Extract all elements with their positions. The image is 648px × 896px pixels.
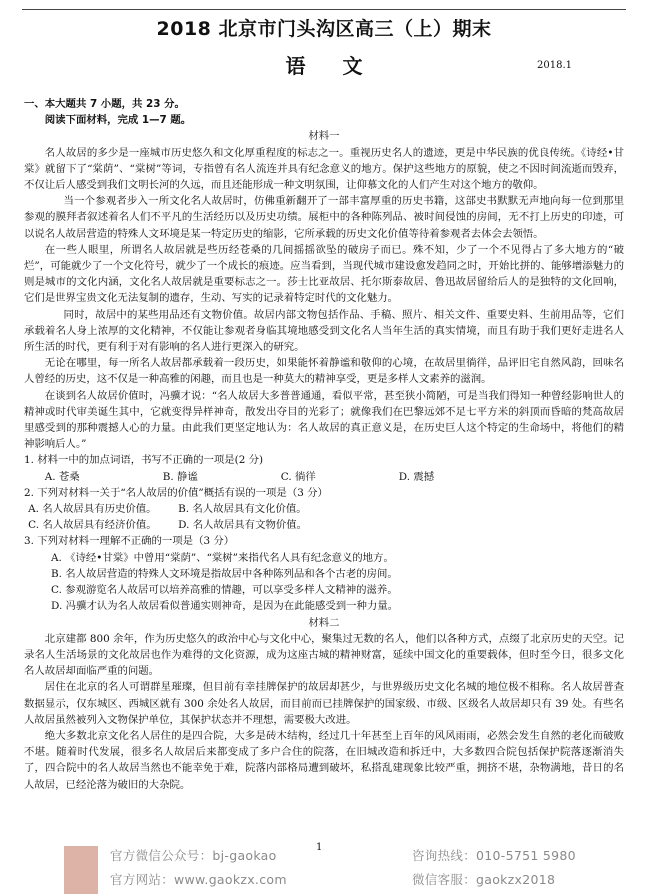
paragraph: 名人故居的多少是一座城市历史悠久和文化厚重程度的标志之一。重视历史名人的遗迹，更是中华民族的优良传统。《诗经•甘棠》就留下了“棠荫”、“棠树”等词，专指曾有名人流连并具有纪念意义的地方。保护这些地方的原貌，使之不因时间流逝而毁弃，不仅让后人感受到我们文明长河的久远，而且还能形成一种文明氛围，让仰慕文化的人们产生对这个地方的敬仰。: [24, 146, 624, 192]
section-heading: 一、本大题共 7 小题，共 23 分。: [24, 98, 185, 110]
question-stem: 2. 下列对材料一关于“名人故居的价值”概括有误的一项是（3 分）: [24, 486, 328, 499]
material-title: 材料一: [308, 130, 340, 143]
section-instruction: 阅读下面材料，完成 1—7 题。: [44, 114, 192, 127]
footer-logo: [64, 846, 98, 894]
option: C. 参观游览名人故居可以培养高雅的情趣，可以享受多样人文精神的滋养。: [51, 584, 398, 597]
option: D. 震撼: [398, 470, 435, 483]
option: B. 名人故居具有文化价值。: [178, 503, 307, 516]
page-number: 1: [316, 842, 323, 853]
option: D. 名人故居具有文物价值。: [178, 519, 308, 532]
option: D. 冯骥才认为名人故居看似普通实则神奇，是因为在此能感受到一种力量。: [51, 600, 399, 613]
subject-title: 语 文: [285, 54, 363, 78]
option: A. 《诗经•甘棠》中曾用“棠荫”、“棠树”来指代名人具有纪念意义的地方。: [51, 551, 394, 564]
paragraph: 在一些人眼里，所谓名人故居就是些历经苍桑的几间摇摇欲坠的破房子而已。殊不知，少了一个不见得占了多大地方的“破烂”，可能就少了一个文化符号，就少了一个成长的痕迹。应当看到，当现代城市建设愈发趋同之时，开始比拼的、能够增添魅力的则是城市的文化内涵，文化名人故居就是重要标志之一。莎士比亚故居、托尔斯泰故居、鲁迅故居留给后人的是独特的文化回响，它们是世界宝贵文化无法复制的遗存，生动、写实的记录着特定时代的文化魅力。: [24, 243, 624, 305]
footer-website: 官方网站：www.gaokzx.com: [110, 872, 287, 887]
exam-title: 2018 北京市门头沟区高三（上）期末: [156, 18, 492, 40]
question-stem: 3. 下列对材料一理解不正确的一项是（3 分）: [24, 535, 235, 548]
footer-wechat-service: 微信客服：gaokzx2018: [412, 872, 556, 887]
question-options: [24, 469, 624, 485]
option: A. 名人故居具有历史价值。: [28, 503, 157, 516]
option: B. 静谧: [162, 470, 198, 483]
paragraph: 同时，故居中的某些用品还有文物价值。故居内部文物包括作品、手稿、照片、相关文件、重要史料、生前用品等，它们承载着名人身上浓厚的文化精神，不仅能让参观者身临其境地感受到文化名人当年生活的真实情境，而且有助于我们更好走进名人所生活的时代，更有利于对有影响的名人进行更深入的研究。: [24, 308, 624, 354]
option: B. 名人故居营造的特殊人文环境是指故居中各种陈列品和各个古老的房间。: [51, 567, 398, 580]
exam-date: 2018.1: [537, 60, 572, 71]
footer-wechat-account: 官方微信公众号：bj-gaokao: [110, 848, 277, 863]
paragraph: 北京建都 800 余年，作为历史悠久的政治中心与文化中心，聚集过无数的名人，他们以各种方式，点缀了北京历史的天空。记录名人生活场景的文化故居也作为难得的文化资源，成为这座古城的精神财富，延续中国文化的重要载体，但时至今日，很多文化名人故居却面临严重的问题。: [24, 632, 624, 678]
header-rule: [22, 9, 626, 10]
option: A. 苍桑: [44, 470, 80, 483]
footer-hotline: 咨询热线：010-5751 5980: [412, 848, 576, 863]
document-body: [24, 96, 624, 793]
question-stem: 1. 材料一中的加点词语，书写不正确的一项是(2 分): [24, 454, 264, 467]
option: C. 徜徉: [280, 470, 316, 483]
material-title: 材料二: [308, 616, 340, 629]
paragraph: 居住在北京的名人可谓群星璀璨，但目前有幸挂牌保护的故居却甚少，与世界级历史文化名城的地位极不相称。名人故居普查数据显示，仅东城区、西城区就有 300 余处名人故居，而目前而已挂牌保护的国家级、市级、区级名人故居却只有 39 处。有些名人故居虽然被列入文物保护单位，其保护状态并不理想，需要极大改进。: [24, 681, 624, 726]
paragraph: 在谈到名人故居价值时，冯骥才说：“名人故居大多普普通通，看似平常，甚至狭小简陋，可是当我们得知一种曾经影响世人的精神或时代审美诞生其中，它就变得异样神奇，散发出夺目的光彩了；就像我们在巴黎远郊不足七平方米的斜顶而昏暗的梵高故居里感受到的那种震撼人心的力量。由此我们更坚定地认为：名人故居的真正意义是，在历史巨人这个特定的生命场中，将他们的精神影响后人。”: [24, 389, 624, 451]
paragraph: 无论在哪里，每一所名人故居都承载着一段历史，如果能怀着静谧和敬仰的心境，在故居里徜徉，品评旧宅自然风韵，回味名人曾经的历史，这不仅是一种高雅的闲趣，而且也是一种莫大的精神享受，更是多样人文素养的滋润。: [24, 357, 624, 386]
paragraph: 绝大多数北京文化名人居住的是四合院，大多是砖木结构，经过几十年甚至上百年的风风雨雨，必然会发生自然的老化而破败不堪。随着时代发展，很多名人故居后来都变成了多户合住的院落，在旧城改造和拆迁中，大多数四合院包括保护院落逐渐消失了，四合院中的名人故居当然也不能幸免于难，院落内部格局遭到破坏，私搭乱建现象比较严重，拥挤不堪，杂物满地，昔日的名人故居，已经沦落为破旧的大杂院。: [24, 729, 624, 791]
option: C. 名人故居具有经济价值。: [28, 519, 157, 532]
paragraph: 当一个参观者步入一所文化名人故居时，仿佛重新翻开了一部丰富厚重的历史书籍，这部史书默默无声地向每一位到那里参观的膜拜者叙述着名人们不平凡的生活经历以及历史功绩。展柜中的各种陈列品、被时间侵蚀的房间，无不打上历史的印迹，可以说名人故居营造的特殊人文环境是某一特定历史的缩影，它所承载的历史文化价值等待着参观者去体会去领悟。: [24, 195, 624, 240]
question-options: [24, 517, 624, 533]
question-options: [24, 501, 624, 517]
page-footer: [0, 844, 648, 896]
